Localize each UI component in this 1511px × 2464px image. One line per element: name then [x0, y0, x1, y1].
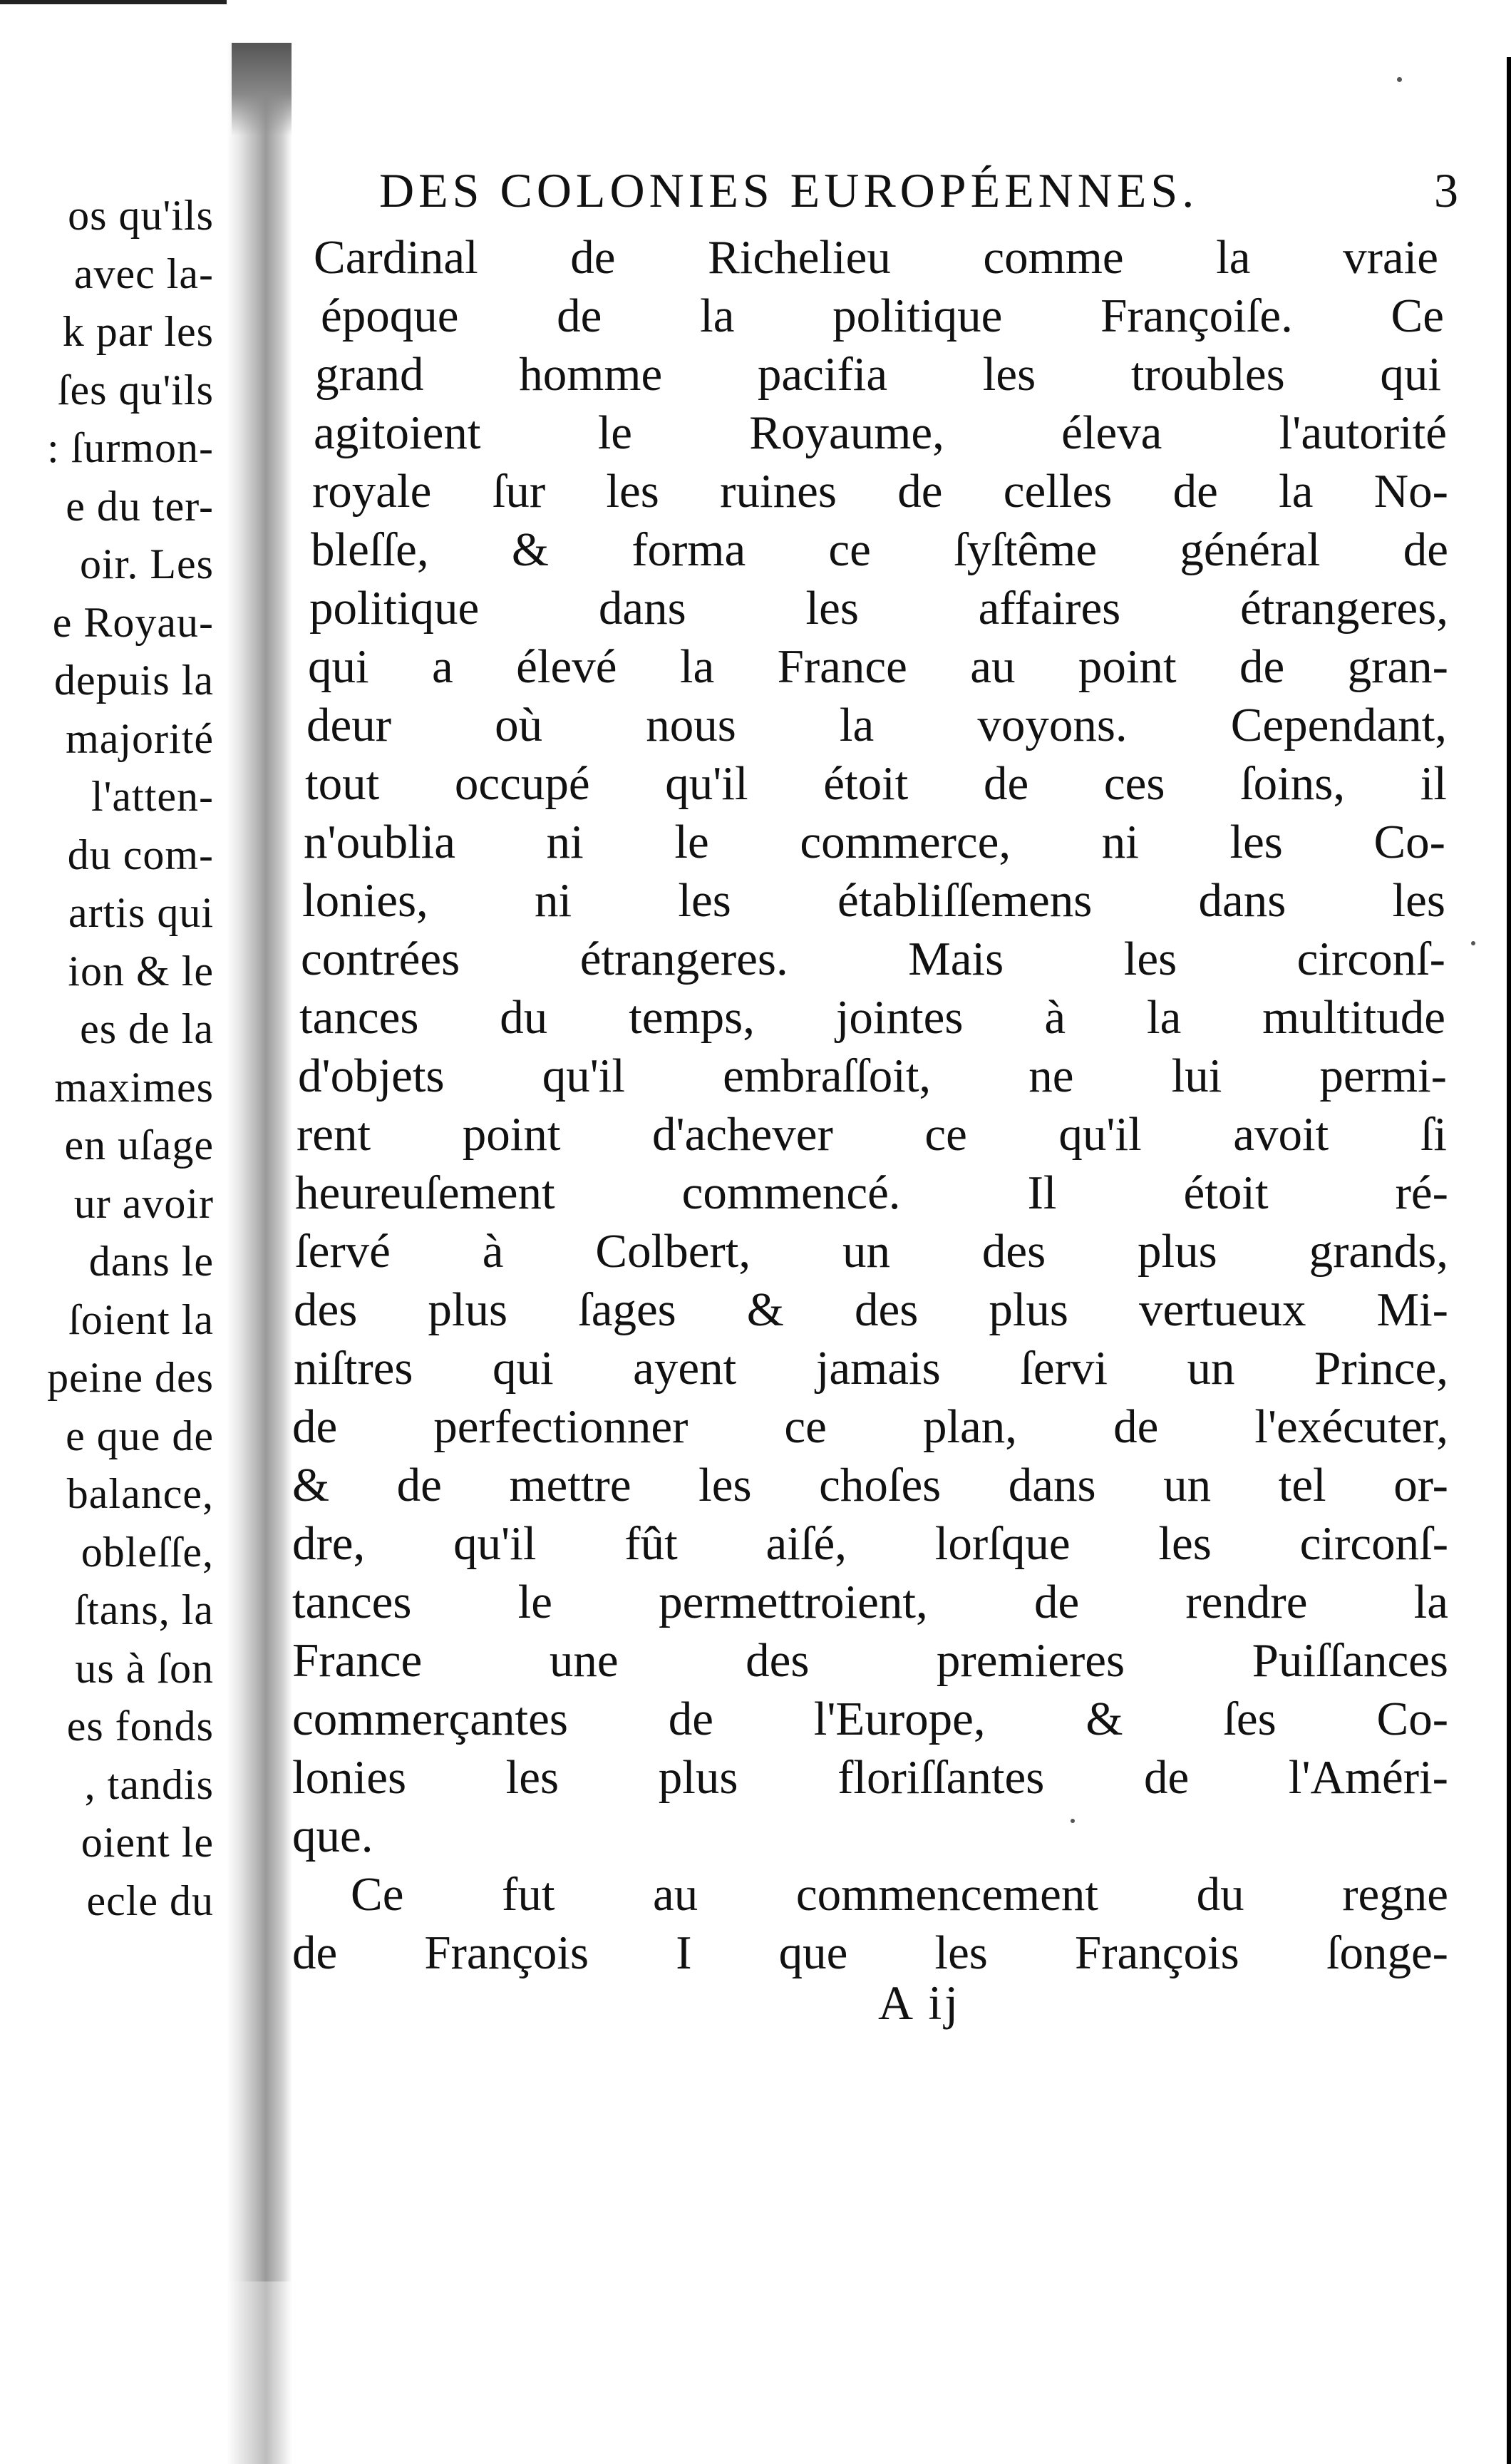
text-line: contrées étrangeres. Mais les circonſ- [301, 933, 1445, 985]
left-text-line: , tandis [84, 1760, 214, 1808]
text-line: & de mettre les choſes dans un tel or- [292, 1459, 1448, 1511]
text-line: des plus ſages & des plus vertueux Mi- [294, 1283, 1448, 1336]
text-line: n'oublia ni le commerce, ni les Co- [304, 816, 1445, 868]
text-line: lonies les plus floriſſantes de l'Améri- [292, 1751, 1448, 1804]
signature-mark: A ij [878, 1976, 961, 2030]
paper-speck [1071, 1819, 1075, 1823]
text-line: deur où nous la voyons. Cependant, [306, 699, 1447, 751]
left-text-line: : ſurmon- [47, 424, 214, 471]
text-line: qui a élevé la France au point de gran- [308, 640, 1448, 693]
left-text-line: du com- [67, 831, 214, 878]
text-line: époque de la politique Françoiſe. Ce [321, 289, 1444, 342]
left-text-line: ſes qu'ils [57, 366, 214, 414]
running-head [379, 163, 1463, 227]
text-line: de perfectionner ce plan, de l'exécuter, [292, 1400, 1448, 1453]
left-text-line: peine des [47, 1354, 214, 1401]
left-text-line: oir. Les [80, 540, 214, 587]
left-text-line: ur avoir [73, 1179, 214, 1227]
right-page [292, 0, 1511, 2464]
left-text-line: us à ſon [75, 1644, 214, 1692]
left-text-line: e du ter- [66, 482, 214, 530]
left-text-line: dans le [88, 1238, 214, 1285]
text-line: politique dans les affaires étrangeres, [309, 582, 1448, 635]
text-line: rent point d'achever ce qu'il avoit ſi [296, 1108, 1447, 1161]
text-line: France une des premieres Puiſſances [292, 1634, 1448, 1687]
text-line: heureuſement commencé. Il étoit ré- [295, 1166, 1448, 1219]
left-text-line: avec la- [73, 250, 214, 297]
gutter-bottom-shadow [227, 2281, 292, 2464]
text-line: dre, qu'il fût aiſé, lorſque les circonſ- [292, 1517, 1448, 1570]
running-head-title: DES COLONIES EUROPÉENNES. [379, 163, 1199, 217]
left-text-line: ſoient la [68, 1295, 214, 1343]
text-line: que. [292, 1809, 373, 1862]
text-line: agitoient le Royaume, éleva l'autorité [314, 406, 1447, 459]
left-text-line: e Royau- [52, 598, 214, 646]
left-text-line: k par les [62, 308, 214, 355]
left-text-line: majorité [66, 714, 214, 762]
text-line: tances du temps, jointes à la multitude [299, 991, 1445, 1044]
text-line: lonies, ni les établiſſemens dans les [302, 874, 1445, 927]
left-text-line: l'atten- [91, 773, 214, 820]
left-text-line: en uſage [64, 1121, 214, 1169]
left-text-line: oient le [81, 1819, 214, 1866]
left-text-line: obleſſe, [81, 1528, 214, 1576]
text-line: royale ſur les ruines de celles de la No- [312, 465, 1448, 518]
paper-speck [1397, 77, 1402, 82]
text-line: ſervé à Colbert, un des plus grands, [295, 1225, 1448, 1278]
left-text-line: maximes [54, 1063, 214, 1111]
left-page-text [0, 187, 214, 1930]
left-text-line: es fonds [66, 1703, 214, 1750]
text-line: d'objets qu'il embraſſoit, ne lui permi- [298, 1049, 1447, 1102]
text-line: bleſſe, & forma ce ſyſtême général de [311, 523, 1448, 576]
left-text-line: e que de [66, 1412, 214, 1459]
paragraph-first-line: Ce fut au commencement du regne [351, 1868, 1448, 1921]
paper-speck [1471, 941, 1475, 945]
page-number: 3 [1434, 163, 1463, 217]
left-text-line: ſtans, la [74, 1586, 214, 1633]
text-line: tances le permettroient, de rendre la [292, 1576, 1448, 1628]
left-text-line: depuis la [54, 657, 214, 704]
left-text-line: balance, [66, 1470, 214, 1517]
text-line: niſtres qui ayent jamais ſervi un Prince, [294, 1342, 1448, 1395]
book-gutter-shadow [227, 43, 292, 2424]
left-text-line: ion & le [68, 947, 214, 995]
body-text [292, 228, 1461, 1982]
text-line: Cardinal de Richelieu comme la vraie [314, 231, 1438, 284]
page-edge-border [1507, 57, 1511, 2464]
text-line: tout occupé qu'il étoit de ces ſoins, il [305, 757, 1447, 810]
left-facing-page [0, 0, 227, 2464]
page-edge [0, 0, 227, 4]
gutter-top-shadow [232, 43, 292, 135]
left-text-line: artis qui [68, 889, 214, 936]
text-line: commerçantes de l'Europe, & ſes Co- [292, 1693, 1448, 1745]
left-text-line: ecle du [86, 1877, 214, 1924]
left-text-line: es de la [80, 1005, 214, 1052]
text-line: de François I que les François ſonge- [292, 1926, 1448, 1979]
left-text-line: os qu'ils [68, 192, 214, 239]
text-line: grand homme pacifia les troubles qui [315, 348, 1441, 401]
